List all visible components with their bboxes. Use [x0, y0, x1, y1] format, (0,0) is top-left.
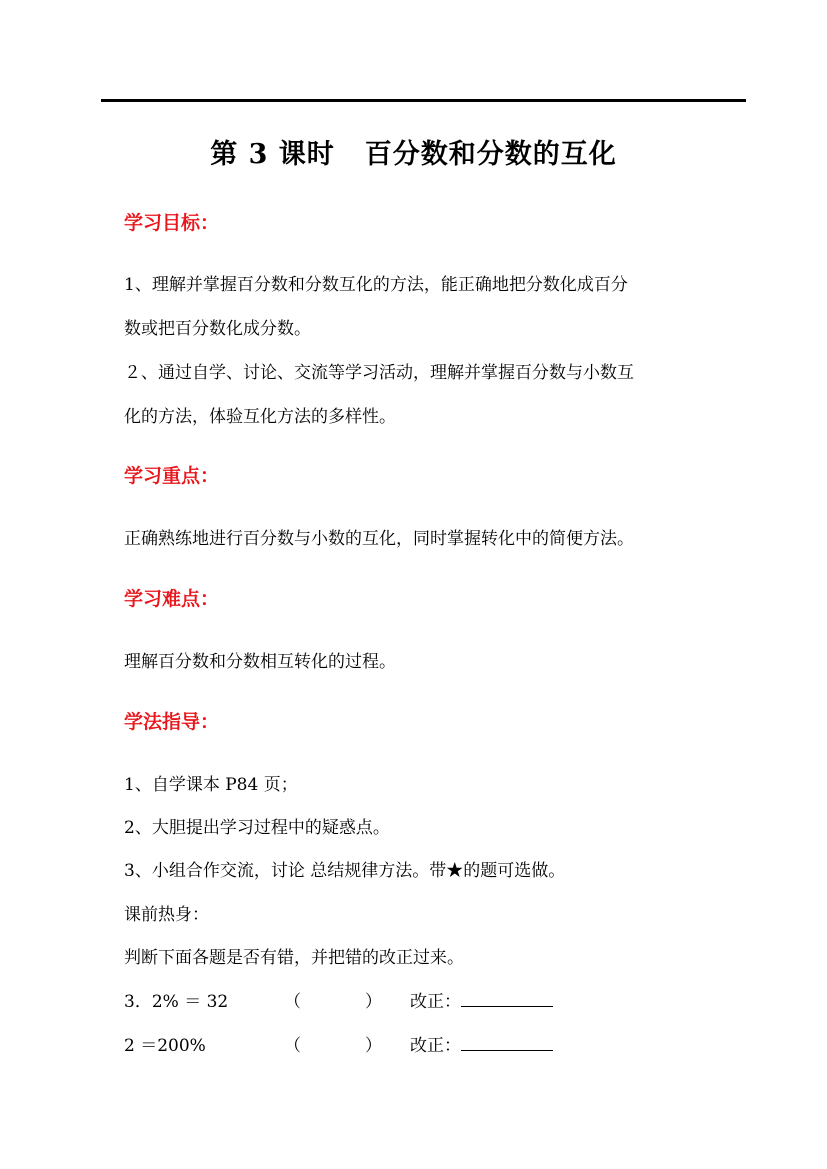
objectives-heading: 学习目标： [124, 212, 220, 234]
objective-line-4: 化的方法，体验互化方法的多样性。 [124, 407, 396, 427]
correction-label: 改正： [410, 992, 461, 1012]
question-row [124, 1031, 553, 1056]
key-points-text: 正确熟练地进行百分数与小数的互化，同时掌握转化中的简便方法。 [124, 529, 634, 549]
objective-line-2: 数或把百分数化成分数。 [124, 319, 311, 339]
question-expression: 2 ＝200% [124, 1036, 206, 1056]
guidance-item-1: 1、自学课本 P84 页； [124, 775, 298, 795]
lesson-topic: 百分数和分数的互化 [364, 139, 617, 170]
guidance-heading: 学法指导： [124, 711, 220, 733]
difficulties-heading: 学习难点： [124, 588, 220, 610]
key-points-heading: 学习重点： [124, 465, 220, 487]
answer-close-paren: ） [365, 1036, 382, 1056]
answer-open-paren: （ [284, 992, 301, 1012]
correction-blank[interactable] [461, 1034, 553, 1051]
page-title [0, 132, 827, 171]
warmup-instruction: 判断下面各题是否有错，并把错的改正过来。 [124, 948, 464, 968]
guidance-item-3: 3、小组合作交流，讨论 总结规律方法。带★的题可选做。 [124, 861, 566, 881]
objective-line-1: 1、理解并掌握百分数和分数互化的方法，能正确地把分数化成百分 [124, 275, 628, 295]
answer-close-paren: ） [365, 992, 382, 1012]
objective-line-3: ２、通过自学、讨论、交流等学习活动，理解并掌握百分数与小数互 [124, 363, 634, 383]
difficulties-text: 理解百分数和分数相互转化的过程。 [124, 652, 396, 672]
question-expression: 3．2% ＝ 32 [124, 992, 229, 1012]
correction-label: 改正： [410, 1036, 461, 1056]
guidance-item-2: 2、大胆提出学习过程中的疑惑点。 [124, 818, 390, 838]
warmup-heading: 课前热身： [124, 905, 209, 925]
correction-blank[interactable] [461, 990, 553, 1007]
lesson-number: 第 3 课时 [210, 139, 335, 170]
question-row [124, 987, 553, 1012]
answer-open-paren: （ [284, 1036, 301, 1056]
header-rule [101, 99, 746, 102]
